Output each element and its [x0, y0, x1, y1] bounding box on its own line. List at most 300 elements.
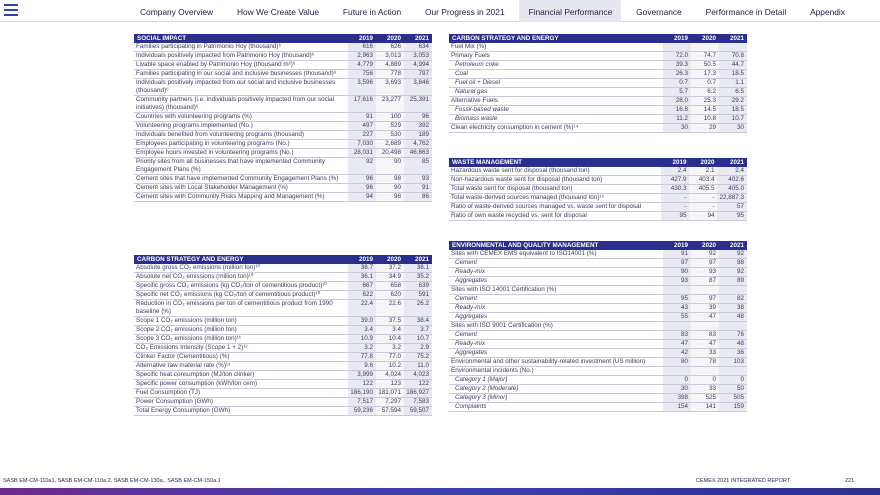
table-row [449, 367, 747, 376]
row-value-2021: 18.5 [719, 106, 747, 115]
row-label: Scope 1 CO₂ emissions (million ton) [134, 317, 348, 326]
table-row [449, 70, 747, 79]
row-label: Specific gross CO₂ emissions (kg CO₂/ton of cementitious product)¹⁰ [134, 282, 348, 291]
row-value-2020: 97 [691, 295, 719, 304]
social-impact-table [134, 34, 432, 202]
row-label: Cement sites with Community Risks Mapping and Management (%) [134, 193, 348, 202]
row-label: Scope 3 CO₂ emissions (million ton)¹¹ [134, 335, 348, 344]
table-row [134, 79, 432, 96]
table-row [449, 194, 747, 203]
tab-company-overview[interactable]: Company Overview [140, 7, 214, 17]
row-label: Aggregates [449, 277, 663, 286]
row-value-2021: 0 [719, 376, 747, 385]
row-value-2021 [719, 367, 747, 376]
row-value-2020: 620 [376, 291, 404, 300]
row-value-2020: 25.3 [691, 97, 719, 106]
row-label: Category 2 (Moderate) [449, 385, 663, 394]
row-value-2020: 37.2 [376, 264, 404, 273]
table-row [134, 353, 432, 362]
row-value-2019: 622 [348, 291, 376, 300]
row-value-2020: 77.0 [376, 353, 404, 362]
row-value-2021: 89 [719, 277, 747, 286]
row-label: Clean electricity consumption in cement (%)¹⁴ [449, 124, 663, 133]
row-value-2020: 10.2 [376, 362, 404, 371]
table-row [449, 349, 747, 358]
tab-governance[interactable]: Governance [636, 7, 682, 17]
row-value-2019: 93 [663, 277, 691, 286]
row-label: Community partners (i.e. individuals positively impacted from our social initiatives) (thousand)⁶ [134, 96, 348, 113]
row-label: Specific net CO₂ emissions (kg CO₂/ton of cementitious product)¹⁰ [134, 291, 348, 300]
row-value-2019: 95 [661, 212, 689, 221]
year-header: 2019 [348, 34, 376, 43]
row-value-2021: 48 [719, 313, 747, 322]
row-value-2020: 778 [376, 70, 404, 79]
row-value-2021: 4,994 [404, 61, 432, 70]
table-row [134, 122, 432, 131]
row-value-2021: 22,887.3 [717, 194, 747, 203]
row-value-2021: 4,023 [404, 371, 432, 380]
row-value-2020: 403.4 [689, 176, 717, 185]
row-value-2019: 91 [663, 250, 691, 259]
table-row [449, 79, 747, 88]
row-value-2021: 48 [719, 340, 747, 349]
row-value-2021: 634 [404, 43, 432, 52]
year-header: 2019 [348, 255, 376, 264]
tab-appendix[interactable]: Appendix [810, 7, 845, 17]
row-value-2020: 10.4 [376, 335, 404, 344]
table-row [134, 175, 432, 184]
table-row [449, 259, 747, 268]
row-value-2021: 82 [719, 295, 747, 304]
row-label: Specific heat consumption (MJ/ton clinker) [134, 371, 348, 380]
row-value-2020: 100 [376, 113, 404, 122]
row-value-2021: 35.2 [404, 273, 432, 282]
row-value-2020: 530 [376, 131, 404, 140]
row-value-2021: 3,846 [404, 79, 432, 96]
table-row [449, 124, 747, 133]
row-value-2021: 7,583 [404, 398, 432, 407]
row-value-2020: 3.2 [376, 344, 404, 353]
table-row [449, 385, 747, 394]
environmental-quality-table [449, 241, 747, 412]
row-value-2019: 5.7 [663, 88, 691, 97]
row-value-2019: - [661, 203, 689, 212]
row-label: Employees participating in volunteering programs (No.) [134, 140, 348, 149]
table-row [134, 52, 432, 61]
top-navigation [0, 0, 880, 22]
table-row [134, 96, 432, 113]
row-value-2021: 36 [719, 349, 747, 358]
table-row [449, 52, 747, 61]
row-label: Category 1 (Major) [449, 376, 663, 385]
row-value-2019: 95 [663, 295, 691, 304]
table-row [134, 362, 432, 371]
row-value-2021: 57 [717, 203, 747, 212]
row-value-2019: 94 [348, 193, 376, 202]
year-header: 2020 [691, 34, 719, 43]
row-value-2020: - [689, 194, 717, 203]
row-value-2021: 6.5 [719, 88, 747, 97]
row-value-2021: 96 [404, 113, 432, 122]
row-value-2019: 430.3 [661, 185, 689, 194]
row-value-2020 [691, 43, 719, 52]
row-value-2019: 3,999 [348, 371, 376, 380]
section-tabs [128, 0, 854, 22]
row-value-2020: 98 [376, 175, 404, 184]
row-value-2019: 96 [348, 175, 376, 184]
row-value-2019: 2.4 [661, 167, 689, 176]
row-value-2019: 10.9 [348, 335, 376, 344]
row-label: Fossil-based waste [449, 106, 663, 115]
row-value-2019: 30 [663, 385, 691, 394]
row-value-2019: 92 [348, 158, 376, 175]
row-value-2020: 3.4 [376, 326, 404, 335]
row-value-2020: 658 [376, 282, 404, 291]
table-title: CARBON STRATEGY AND ENERGY [449, 34, 663, 43]
row-value-2021: 3,053 [404, 52, 432, 61]
row-value-2021: 3.7 [404, 326, 432, 335]
report-title: CEMEX 2021 INTEGRATED REPORT [696, 478, 791, 484]
row-value-2020: 94 [689, 212, 717, 221]
row-value-2020: 17.3 [691, 70, 719, 79]
row-value-2019: 0 [663, 376, 691, 385]
bottom-gradient-bar [0, 488, 880, 495]
row-value-2020: 34.9 [376, 273, 404, 282]
row-label: Families participating in Patrimonio Hoy (thousand)⁶ [134, 43, 348, 52]
table-row [449, 268, 747, 277]
row-label: Ratio of waste-derived sources managed vs. waste sent for disposal [449, 203, 661, 212]
row-value-2020: 98 [376, 193, 404, 202]
table-row [449, 322, 747, 331]
row-value-2019: 59,236 [348, 407, 376, 416]
row-label: Cement [449, 295, 663, 304]
table-row [134, 389, 432, 398]
table-row [134, 398, 432, 407]
row-value-2019: 186,190 [348, 389, 376, 398]
row-value-2020: 626 [376, 43, 404, 52]
row-value-2019: 17,616 [348, 96, 376, 113]
row-value-2021: 59,507 [404, 407, 432, 416]
carbon-strategy-right-panel [449, 34, 747, 133]
row-label: Power Consumption (GWh) [134, 398, 348, 407]
row-value-2020: 525 [691, 394, 719, 403]
row-value-2021: 98 [719, 259, 747, 268]
row-value-2020: 141 [691, 403, 719, 412]
year-header: 2019 [663, 34, 691, 43]
row-label: Sites with ISO 9001 Certification (%) [449, 322, 663, 331]
row-value-2020: 39 [691, 304, 719, 313]
row-label: Total waste sent for disposal (thousand ton) [449, 185, 661, 194]
row-value-2019: 427.9 [661, 176, 689, 185]
row-value-2020: 6.2 [691, 88, 719, 97]
row-label: Biomass waste [449, 115, 663, 124]
carbon-strategy-table-right [449, 34, 747, 133]
row-value-2019: 90 [663, 268, 691, 277]
row-value-2021: 85 [404, 158, 432, 175]
row-label: Aggregates [449, 313, 663, 322]
row-label: CO₂ Emissions Intensity (Scope 1 + 2)¹² [134, 344, 348, 353]
row-value-2020: 10.8 [691, 115, 719, 124]
row-value-2020: 4,024 [376, 371, 404, 380]
year-header: 2021 [717, 158, 747, 167]
table-row [134, 140, 432, 149]
row-label: Environmental incidents (No.) [449, 367, 663, 376]
table-row [134, 380, 432, 389]
row-value-2021: 1.1 [719, 79, 747, 88]
social-impact-panel [134, 34, 432, 202]
table-row [134, 43, 432, 52]
row-value-2021: 50 [719, 385, 747, 394]
hamburger-menu-icon[interactable] [4, 4, 18, 17]
row-value-2021: 797 [404, 70, 432, 79]
row-value-2019: 227 [348, 131, 376, 140]
row-label: Fuel oil + Diesel [449, 79, 663, 88]
row-value-2021: 46,863 [404, 149, 432, 158]
table-row [134, 300, 432, 317]
row-label: Fuel Mix (%) [449, 43, 663, 52]
table-title: CARBON STRATEGY AND ENERGY [134, 255, 348, 264]
row-value-2021 [719, 322, 747, 331]
row-value-2021: 38.1 [404, 264, 432, 273]
table-row [449, 115, 747, 124]
row-label: Sites with ISO 14001 Certification (%) [449, 286, 663, 295]
row-value-2019: 77.8 [348, 353, 376, 362]
row-value-2019: 7,517 [348, 398, 376, 407]
row-value-2019: 11.2 [663, 115, 691, 124]
table-row [449, 203, 747, 212]
table-row [449, 358, 747, 367]
row-value-2019: 91 [348, 113, 376, 122]
row-value-2019: 667 [348, 282, 376, 291]
row-value-2021: 186,927 [404, 389, 432, 398]
year-header: 2019 [663, 241, 691, 250]
row-value-2021: 18.5 [719, 70, 747, 79]
row-value-2019: 83 [663, 331, 691, 340]
row-value-2021: 38.4 [404, 317, 432, 326]
year-header: 2021 [719, 241, 747, 250]
row-value-2020: 37.5 [376, 317, 404, 326]
row-label: Families participating in our social and inclusive businesses (thousand)⁶ [134, 70, 348, 79]
table-row [134, 326, 432, 335]
row-value-2021: 93 [404, 175, 432, 184]
row-value-2021: 91 [404, 184, 432, 193]
row-value-2020 [691, 286, 719, 295]
tab-performance-in-detail[interactable]: Performance in Detail [705, 7, 787, 17]
waste-management-panel [449, 158, 747, 221]
row-value-2019: 30 [663, 124, 691, 133]
row-label: Environmental and other sustainability-related investment (US million) [449, 358, 663, 367]
row-value-2019 [663, 286, 691, 295]
tab-how-we-create-value[interactable]: How We Create Value [236, 7, 320, 17]
row-label: Priority sites from all businesses that have implemented Community Engagement Plans (%) [134, 158, 348, 175]
year-header: 2020 [376, 34, 404, 43]
row-value-2019: - [661, 194, 689, 203]
row-value-2021: 92 [719, 268, 747, 277]
table-row [134, 291, 432, 300]
row-value-2021: 2.4 [717, 167, 747, 176]
row-label: Cement [449, 259, 663, 268]
row-value-2021 [719, 43, 747, 52]
table-row [449, 61, 747, 70]
row-label: Specific power consumption (kWh/ton cem) [134, 380, 348, 389]
row-value-2020: 33 [691, 385, 719, 394]
row-label: Absolute gross CO₂ emissions (million ton)¹⁰ [134, 264, 348, 273]
row-label: Complaints [449, 403, 663, 412]
row-value-2019 [663, 367, 691, 376]
table-row [134, 61, 432, 70]
year-header: 2021 [404, 255, 432, 264]
row-label: Absolute net CO₂ emissions (million ton)¹⁰ [134, 273, 348, 282]
row-label: Alternative Fuels [449, 97, 663, 106]
row-value-2019: 22.4 [348, 300, 376, 317]
row-value-2021: 30 [719, 124, 747, 133]
row-label: Individuals benefited from volunteering programs (thousand) [134, 131, 348, 140]
row-value-2020: 57,594 [376, 407, 404, 416]
carbon-strategy-table-left [134, 255, 432, 416]
table-row [449, 376, 747, 385]
row-value-2019: 28,031 [348, 149, 376, 158]
row-value-2019: 3.4 [348, 326, 376, 335]
row-value-2020: 47 [691, 340, 719, 349]
row-value-2020 [691, 367, 719, 376]
row-value-2020: 405.5 [689, 185, 717, 194]
row-value-2021: 38 [719, 304, 747, 313]
table-title: ENVIRONMENTAL AND QUALITY MANAGEMENT [449, 241, 663, 250]
row-value-2020: 78 [691, 358, 719, 367]
table-row [449, 313, 747, 322]
row-label: Hazardous waste sent for disposal (thousand ton) [449, 167, 661, 176]
table-row [134, 158, 432, 175]
tab-our-progress-in-2021[interactable]: Our Progress in 2021 [425, 7, 505, 17]
row-value-2020: 3,693 [376, 79, 404, 96]
row-value-2020: 0.7 [691, 79, 719, 88]
table-row [134, 371, 432, 380]
row-value-2021: 11.0 [404, 362, 432, 371]
table-row [449, 88, 747, 97]
row-value-2021: 402.6 [717, 176, 747, 185]
table-row [134, 273, 432, 282]
table-row [134, 282, 432, 291]
row-label: Scope 2 CO₂ emissions (million ton) [134, 326, 348, 335]
row-value-2020: 29 [691, 124, 719, 133]
table-row [449, 106, 747, 115]
row-label: Natural gas [449, 88, 663, 97]
row-value-2019: 0.7 [663, 79, 691, 88]
row-value-2021: 10.7 [719, 115, 747, 124]
row-value-2020: 87 [691, 277, 719, 286]
table-title: WASTE MANAGEMENT [449, 158, 661, 167]
row-value-2020: 90 [376, 184, 404, 193]
page-number: 221 [845, 478, 855, 484]
row-value-2020: 50.5 [691, 61, 719, 70]
table-row [134, 193, 432, 202]
row-value-2021: 26.2 [404, 300, 432, 317]
row-value-2020: 23,277 [376, 96, 404, 113]
year-header: 2020 [689, 158, 717, 167]
tab-future-in-action[interactable]: Future in Action [342, 7, 402, 17]
row-value-2021: 591 [404, 291, 432, 300]
row-label: Cement sites that have implemented Community Engagement Plans (%) [134, 175, 348, 184]
row-value-2019: 497 [348, 122, 376, 131]
row-value-2020: 47 [691, 313, 719, 322]
row-value-2019: 36.1 [348, 273, 376, 282]
table-row [449, 97, 747, 106]
row-value-2020: 93 [691, 268, 719, 277]
year-header: 2020 [376, 255, 404, 264]
row-value-2021 [719, 286, 747, 295]
table-row [449, 295, 747, 304]
row-value-2020: 123 [376, 380, 404, 389]
row-value-2020: 97 [691, 259, 719, 268]
row-value-2021: 159 [719, 403, 747, 412]
row-value-2021: 10.7 [404, 335, 432, 344]
row-value-2021: 392 [404, 122, 432, 131]
table-row [449, 394, 747, 403]
table-row [134, 131, 432, 140]
row-label: Countries with volunteering programs (%) [134, 113, 348, 122]
row-value-2019: 47 [663, 340, 691, 349]
row-value-2021: 405.0 [717, 185, 747, 194]
row-label: Total Energy Consumption (GWh) [134, 407, 348, 416]
row-value-2020: - [689, 203, 717, 212]
sasb-footnote: SASB EM-CM-110a1, SASB EM-CM-110a.2, SASB EM-CM-130a., SASB EM-CM-150a.1 [3, 478, 221, 484]
row-value-2019: 16.8 [663, 106, 691, 115]
waste-management-table [449, 158, 747, 221]
row-value-2019: 38.7 [348, 264, 376, 273]
table-row [449, 403, 747, 412]
row-label: Individuals positively impacted from our social and inclusive businesses (thousand)⁶ [134, 79, 348, 96]
year-header: 2021 [719, 34, 747, 43]
table-row [134, 149, 432, 158]
table-row [449, 331, 747, 340]
tab-financial-performance[interactable]: Financial Performance [519, 0, 621, 22]
environmental-quality-panel [449, 241, 747, 412]
row-value-2019: 72.0 [663, 52, 691, 61]
row-label: Sites with CEMEX EMS equivalent to ISO14001 (%) [449, 250, 663, 259]
row-label: Ready-mix [449, 304, 663, 313]
row-value-2019: 616 [348, 43, 376, 52]
row-value-2021: 76 [719, 331, 747, 340]
table-row [449, 250, 747, 259]
row-value-2019: 3.2 [348, 344, 376, 353]
row-label: Ratio of own waste recycled vs. sent for disposal [449, 212, 661, 221]
table-row [134, 335, 432, 344]
row-value-2021: 44.7 [719, 61, 747, 70]
row-value-2019 [663, 43, 691, 52]
row-value-2019: 26.3 [663, 70, 691, 79]
carbon-strategy-left-panel [134, 255, 432, 416]
year-header: 2020 [691, 241, 719, 250]
table-title: SOCIAL IMPACT [134, 34, 348, 43]
row-value-2019: 97 [663, 259, 691, 268]
row-value-2021: 122 [404, 380, 432, 389]
row-value-2020: 7,297 [376, 398, 404, 407]
table-row [134, 344, 432, 353]
row-value-2021: 639 [404, 282, 432, 291]
row-value-2020: 83 [691, 331, 719, 340]
row-label: Non-hazardous waste sent for disposal (thousand ton) [449, 176, 661, 185]
row-value-2019: 122 [348, 380, 376, 389]
table-row [134, 407, 432, 416]
row-label: Category 3 (Minor) [449, 394, 663, 403]
year-header: 2019 [661, 158, 689, 167]
row-value-2021: 4,762 [404, 140, 432, 149]
row-value-2019: 28.0 [663, 97, 691, 106]
row-value-2021: 29.2 [719, 97, 747, 106]
row-label: Fuel Consumption (TJ) [134, 389, 348, 398]
row-label: Cement sites with Local Stakeholder Management (%) [134, 184, 348, 193]
table-row [449, 185, 747, 194]
